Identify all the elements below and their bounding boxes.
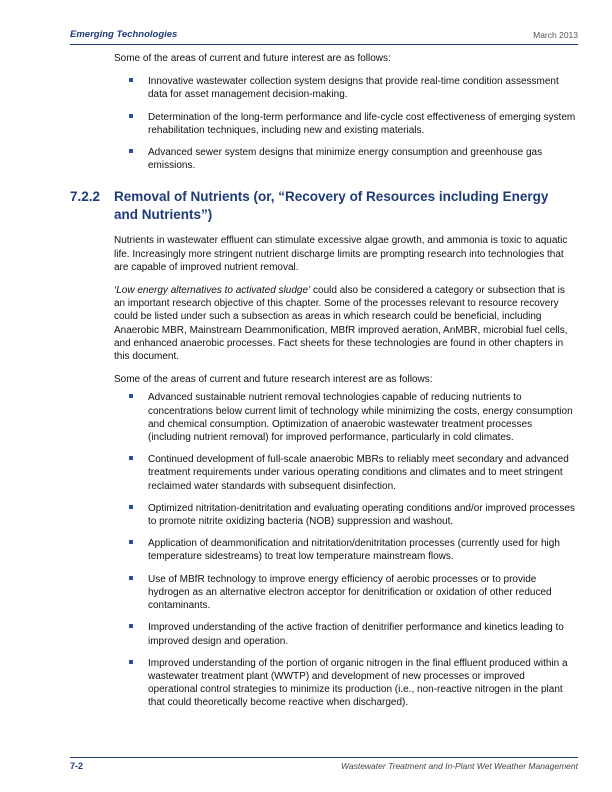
list-item: Advanced sewer system designs that minimize energy consumption and greenhouse gas emissions. [114, 146, 576, 172]
bullet-square-icon [129, 505, 133, 509]
bullet-square-icon [129, 114, 133, 118]
list-item: Improved understanding of the active fraction of denitrifier performance and kinetics leading to improved design and operation. [114, 621, 576, 647]
list-item: Determination of the long-term performance and life-cycle cost effectiveness of emerging system rehabilitation techniques, including new and existing materials. [114, 111, 576, 137]
page-header [70, 28, 578, 45]
body-paragraph-1: Nutrients in wastewater effluent can stimulate excessive algae growth, and ammonia is toxic to aquatic life. Increasingly more stringent nutrient discharge limits are prompting research into technologies that are capable of improved nutrient removal. [114, 235, 568, 273]
header-date: March 2013 [533, 30, 578, 40]
list-item: Continued development of full-scale anaerobic MBRs to reliably meet secondary and advanced treatment requirements under various operating conditions and climates and to meet stringent reclaimed water standards with subsequent disinfection. [114, 453, 576, 493]
bullet-square-icon [129, 78, 133, 82]
bullet-square-icon [129, 394, 133, 398]
bullet-list-1 [114, 75, 576, 172]
bullet-list-2 [114, 391, 576, 709]
section-heading [70, 188, 576, 224]
page-number: 7-2 [70, 761, 84, 771]
page-footer [70, 757, 578, 775]
bullet-square-icon [129, 576, 133, 580]
document-title: Wastewater Treatment and In-Plant Wet Weather Management [340, 761, 578, 771]
intro-paragraph-2: Some of the areas of current and future research interest are as follows: [114, 374, 433, 386]
body-paragraph-2 [114, 284, 576, 363]
header-section-title: Emerging Technologies [70, 29, 178, 40]
paragraph-text: could also be considered a category or subsection that is an important research objective of this chapter. Some of the processes relevant to resource recovery could be listed under such a subsection as areas in which research could be beneficial, including Anaerobic MBR, Mainstream Deammonification, MBfR improved aeration, AnMBR, microbial fuel cells, and enhanced anaerobic processes. Fact sheets for these technologies are found in other chapters in this document. [114, 285, 568, 363]
bullet-square-icon [129, 456, 133, 460]
list-item: Use of MBfR technology to improve energy efficiency of aerobic processes or to provide hydrogen as an alternative electron acceptor for denitrification or oxidation of other reduced contaminants. [114, 573, 576, 613]
bullet-square-icon [129, 149, 133, 153]
section-title: Removal of Nutrients (or, “Recovery of Resources including Energy and Nutrients”) [114, 189, 549, 223]
section-number: 7.2.2 [70, 189, 101, 205]
intro-paragraph-1: Some of the areas of current and future interest are as follows: [114, 53, 391, 64]
bullet-square-icon [129, 660, 133, 664]
list-item: Optimized nitritation-denitritation and evaluating operating conditions and/or improved processes to promote nitrite oxidizing bacteria (NOB) suppression and washout. [114, 502, 576, 528]
italic-phrase: ‘Low energy alternatives to activated sludge’ [114, 285, 311, 297]
bullet-square-icon [129, 540, 133, 544]
list-item: Advanced sustainable nutrient removal technologies capable of reducing nutrients to concentrations below current limit of technology while minimizing the costs, energy consumption and chemical consumption. Optimization of anaerobic wastewater treatment processes (including nutrient removal) for improved performance, particularly in cold climates. [114, 391, 576, 444]
list-item: Innovative wastewater collection system designs that provide real-time condition assessment data for asset management decision-making. [114, 75, 576, 101]
list-item: Application of deammonification and nitritation/denitritation processes (currently used for high temperature sidestreams) to treat low temperature mainstream flows. [114, 537, 576, 563]
bullet-square-icon [129, 624, 133, 628]
page-content [70, 52, 576, 719]
list-item: Improved understanding of the portion of organic nitrogen in the final effluent produced within a wastewater treatment plant (WWTP) and development of new processes or improved operational control strategies to minimize its production (i.e., non-reactive nitrogen in the plant that could theoretically become reactive when discharged). [114, 657, 576, 710]
